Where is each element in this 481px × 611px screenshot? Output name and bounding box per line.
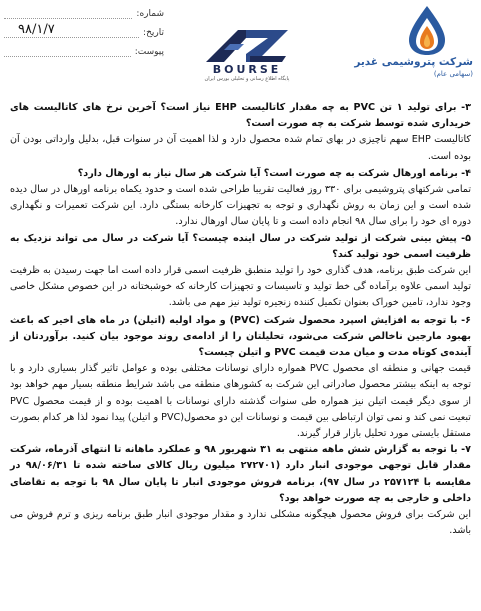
number-line bbox=[4, 8, 132, 19]
header-fields bbox=[4, 4, 164, 61]
number-field bbox=[4, 4, 164, 23]
answer-5: این شرکت طبق برنامه، هدف گذاری خود را تولید منطبق ظرفیت اسمی قرار داده است اما جهت رسیدن به ظرفیت تولید اسمی علاوه برآماده گی خط تولید و تاسیسات و تجهیزات کارخانه که خوشبختانه در این خصوص مشکل خاصی وجود ندارد، تامین خوراک بعنوان تکمیل کننده زنجیره تولید نیز مهم می باشد. bbox=[10, 265, 471, 309]
question-6: ۶- با توجه به افزایش اسپرد محصول شرکت (PVC) و مواد اولیه (اتیلن) در ماه های اخیر که باعث بهبود مارجین ناخالص شرکت می‌شود، تحلیلتان را از ادامه‌ی روند موجود بیان کنید. برآوردتان از آینده‌ی کوتاه مدت و میان مدت قیمت PVC و اتیلن چیست؟ bbox=[10, 314, 471, 359]
attachment-field bbox=[4, 42, 164, 61]
company-logo bbox=[354, 4, 477, 82]
bourse-logo bbox=[186, 26, 308, 84]
answer-6: قیمت جهانی و منطقه ای محصول PVC همواره دارای نوسانات مختلفی بوده و عوامل تاثیر گذار بسیاری دارد و با توجه به اینکه بیشتر محصول صادراتی این شرکت به کشورهای منطقه می باشد شرایط منطقه بسیار مهم خواهد بود از سوی دیگر قیمت اتیلن نیز همواره طی سنوات گذشته دارای نوسانات با اهمیت بوده و از قیمت محصول PVC تبعیت نمی کند و نمی توان ارتباطی بین قیمت و نوسانات این دو محصول(PVC و اتیلن) پیدا نمود لذا هر کدام بصورت مستقل بایستی مورد تحلیل بازار قرار گیرند. bbox=[10, 363, 471, 440]
question-3: ۳- برای تولید ۱ تن PVC به چه مقدار کاتالیست EHP نیاز است؟ آخرین نرخ های کاتالیست های خریداری شده توسط شرکت به چه صورت است؟ bbox=[10, 102, 472, 130]
attachment-line bbox=[4, 46, 131, 57]
question-7: ۷- با توجه به گزارش شش ماهه منتهی به ۳۱ شهریور ۹۸ و عملکرد ماهانه تا انتهای آذرماه، شرکت مقدار قابل توجهی موجودی انبار دارد (۲۷۲۷۰۱ میلیون ریال کالای ساخته شده تا ۹۸/۰۶/۳۱ در مقایسه با ۲۵۷۱۲۴ در سال ۹۷)، برنامه فروش موجودی انبار تا پایان سال ۹۸ با توجه به تقاضای داخلی و خارجی به چه صورت خواهد بود؟ bbox=[10, 444, 472, 504]
company-subtitle: (سهامی عام) bbox=[433, 70, 473, 78]
answer-4: تمامی شرکتهای پتروشیمی برای ۳۳۰ روز فعالیت تقریبا طراحی شده است و حدود یکماه برنامه اورهال در سال دیده شده است و این زمان به روش نگهداری و توجه به تجهیزات کارخانه بستگی دارد. این شرکت تعمیرات و نگهداری دوره ای خود را برای سال ۹۸ انجام داده است و تا پایان سال اورهال ندارد. bbox=[10, 184, 471, 228]
bourse-subtitle: پایگاه اطلاع رسانی و تحلیلی بورس ایران bbox=[204, 76, 290, 82]
date-field bbox=[4, 23, 164, 42]
company-name: شرکت پتروشیمی غدیر bbox=[354, 56, 473, 68]
question-5: ۵- پیش بینی شرکت از تولید شرکت در سال اینده چیست؟ آیا شرکت در سال می تواند نزدیک به ظرفیت اسمی خود تولید کند؟ bbox=[10, 232, 471, 260]
bourse-text: BOURSE bbox=[212, 63, 282, 76]
flame-drop-icon bbox=[405, 4, 449, 56]
date-value: ۹۸/۱/۷ bbox=[18, 22, 55, 37]
attachment-label: پیوست: bbox=[134, 46, 164, 57]
number-label: شماره: bbox=[136, 8, 164, 19]
answer-7: این شرکت برای فروش محصول هیچگونه مشکلی ندارد و مقدار موجودی انبار طبق برنامه ریزی و ترم فروش می باشد. bbox=[10, 509, 471, 537]
answer-3: کاتالیست EHP سهم ناچیزی در بهای تمام شده محصول دارد و لذا اهمیت آن در سنوات قبل، بدلیل وارداتی بودن آن بوده است. bbox=[10, 134, 471, 162]
qa-content bbox=[10, 100, 471, 539]
question-4: ۴- برنامه اورهال شرکت به چه صورت است؟ آیا شرکت هر سال نیاز به اورهال دارد؟ bbox=[77, 167, 471, 179]
bourse-mark-icon bbox=[186, 26, 308, 66]
date-line bbox=[4, 22, 139, 38]
date-label: تاریخ: bbox=[143, 27, 164, 38]
